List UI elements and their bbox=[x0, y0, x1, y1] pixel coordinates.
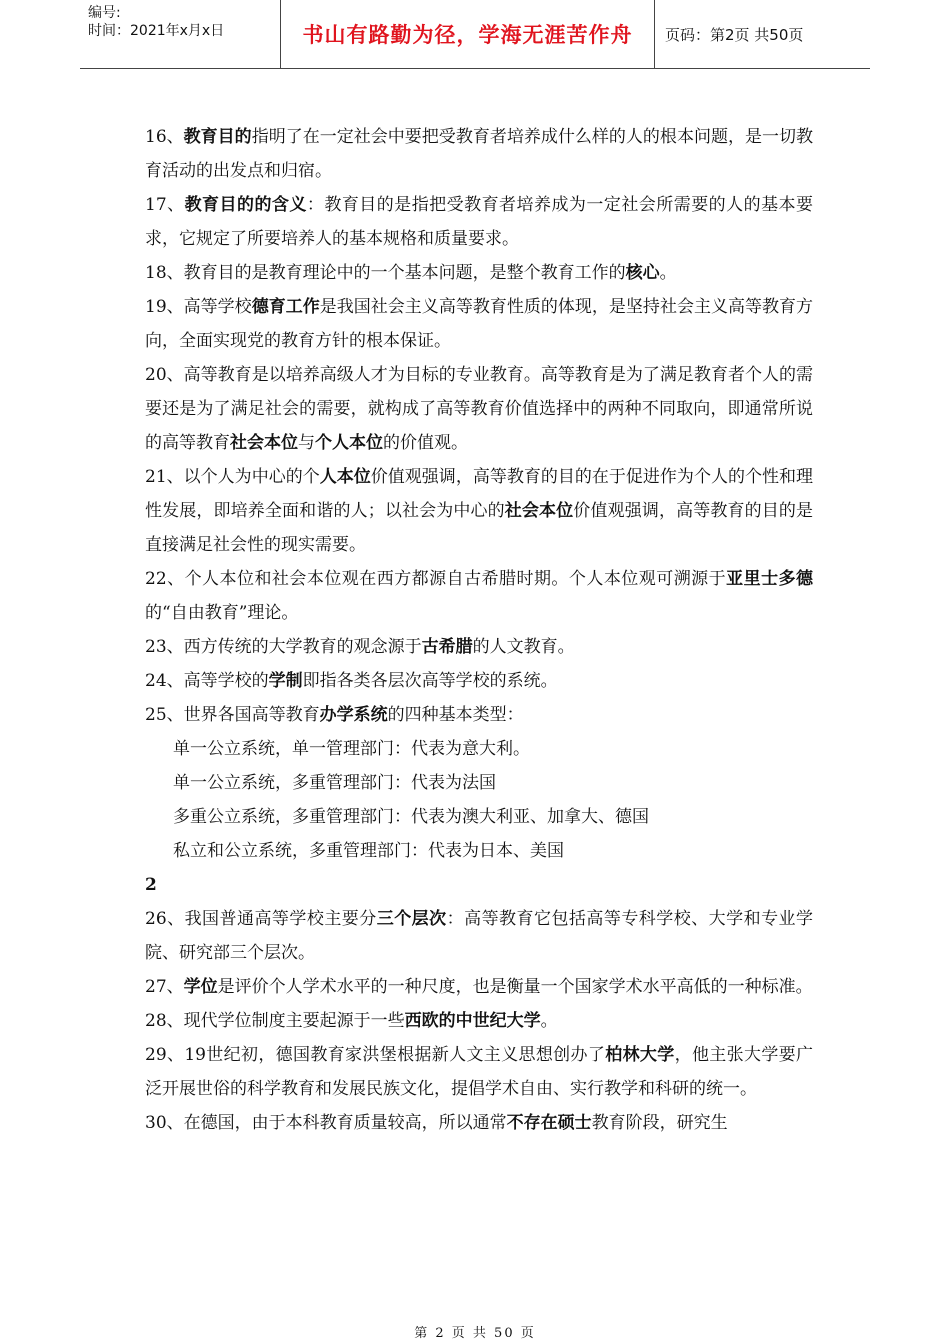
text-run: 价值观强调，高等教育的目的是直接满足社会性的现实需要。 bbox=[145, 501, 814, 555]
paragraph bbox=[145, 1106, 813, 1140]
paragraph bbox=[145, 902, 813, 970]
system-type-item: 单一公立系统，单一管理部门：代表为意大利。 bbox=[173, 739, 530, 759]
paragraph bbox=[145, 1004, 813, 1038]
document-body bbox=[145, 120, 813, 1140]
key-term: 西欧的中世纪大学 bbox=[404, 1011, 541, 1031]
page-footer: 第 2 页 共 50 页 bbox=[414, 1326, 536, 1341]
header-motto: 书山有路勤为径，学海无涯苦作舟 bbox=[281, 0, 655, 68]
paragraph bbox=[145, 256, 813, 290]
system-type-item: 私立和公立系统，多重管理部门：代表为日本、美国 bbox=[173, 841, 564, 861]
text-run: 30、在德国，由于本科教育质量较高，所以通常 bbox=[145, 1113, 507, 1133]
text-run: 的价值观。 bbox=[383, 433, 468, 453]
paragraph bbox=[145, 290, 813, 358]
serial-label: 编号: bbox=[88, 5, 121, 21]
paragraph bbox=[145, 664, 813, 698]
text-run: 16、 bbox=[145, 127, 184, 147]
text-run: 价值观强调，高等教育的目的在于促进作为个人的个性和理性发展，即培养全面和谐的人；以社会为中心的 bbox=[145, 467, 814, 521]
key-term: 亚里士多德 bbox=[726, 569, 814, 589]
header-page-info: 页码：第2页 共50页 bbox=[665, 25, 804, 44]
paragraph bbox=[145, 630, 813, 664]
paragraph-group-2 bbox=[145, 902, 813, 1140]
key-term: 教育目的的含义 bbox=[184, 195, 307, 215]
key-term: 学位 bbox=[183, 977, 218, 997]
time-label: 时间：2021年x月x日 bbox=[88, 23, 225, 39]
key-term: 人本位 bbox=[319, 467, 371, 487]
paragraph bbox=[145, 1038, 813, 1106]
text-run: 指明了在一定社会中要把受教育者培养成什么样的人的根本问题，是一切教育活动的出发点和归宿。 bbox=[145, 127, 814, 181]
text-run: 22、个人本位和社会本位观在西方都源自古希腊时期。个人本位观可溯源于 bbox=[145, 569, 727, 589]
text-run: 27、 bbox=[145, 977, 184, 997]
text-run: 教育阶段，研究生 bbox=[591, 1113, 728, 1133]
key-term: 社会本位 bbox=[504, 501, 574, 521]
key-term: 个人本位 bbox=[315, 433, 383, 453]
key-term: 办学系统 bbox=[319, 705, 388, 725]
text-run: 即指各类各层次高等学校的系统。 bbox=[302, 671, 558, 691]
text-run: 是我国社会主义高等教育性质的体现，是坚持社会主义高等教育方向，全面实现党的教育方针的根本保证。 bbox=[145, 297, 814, 351]
text-run: 的“自由教育”理论。 bbox=[145, 603, 299, 623]
paragraph bbox=[145, 562, 813, 630]
text-run: 23、西方传统的大学教育的观念源于 bbox=[145, 637, 422, 657]
paragraph bbox=[145, 460, 813, 562]
text-run: 。 bbox=[540, 1011, 558, 1031]
text-run: 的四种基本类型： bbox=[387, 705, 524, 725]
key-term: 社会本位 bbox=[230, 433, 298, 453]
paragraph bbox=[145, 120, 813, 188]
text-run: 29、19世纪初，德国教育家洪堡根据新人文主义思想创办了 bbox=[145, 1045, 606, 1065]
header-meta bbox=[80, 0, 281, 68]
key-term: 柏林大学 bbox=[605, 1045, 675, 1065]
text-run: 26、我国普通高等学校主要分 bbox=[145, 909, 377, 929]
text-run: 21、以个人为中心的个 bbox=[145, 467, 320, 487]
key-term: 不存在硕士 bbox=[506, 1113, 592, 1133]
page-marker: 2 bbox=[145, 875, 157, 895]
text-run: 与 bbox=[298, 433, 315, 453]
text-run: 。 bbox=[659, 263, 677, 283]
key-term: 三个层次 bbox=[376, 909, 447, 929]
text-run: ：教育目的是指把受教育者培养成为一定社会所需要的人的基本要求，它规定了所要培养人的基本规格和质量要求。 bbox=[145, 195, 814, 249]
page-header bbox=[80, 0, 870, 69]
text-run: 17、 bbox=[145, 195, 185, 215]
text-run: ，他主张大学要广泛开展世俗的科学教育和发展民族文化，提倡学术自由、实行教学和科研的统一。 bbox=[145, 1045, 814, 1099]
key-term: 德育工作 bbox=[251, 297, 320, 317]
paragraph bbox=[145, 970, 813, 1004]
paragraph-group-1 bbox=[145, 120, 813, 732]
key-term: 教育目的 bbox=[183, 127, 252, 147]
text-run: 28、现代学位制度主要起源于一些 bbox=[145, 1011, 405, 1031]
text-run: 24、高等学校的 bbox=[145, 671, 269, 691]
text-run: 20、高等教育是以培养高级人才为目标的专业教育。高等教育是为了满足教育者个人的需要还是为了满足社会的需要，就构成了高等教育价值选择中的两种不同取向，即通常所说的高等教育 bbox=[145, 365, 813, 453]
system-type-item: 单一公立系统，多重管理部门：代表为法国 bbox=[173, 773, 496, 793]
paragraph bbox=[145, 188, 813, 256]
key-term: 古希腊 bbox=[421, 637, 473, 657]
paragraph bbox=[145, 698, 813, 732]
text-run: 19、高等学校 bbox=[145, 297, 252, 317]
text-run: 18、教育目的是教育理论中的一个基本问题，是整个教育工作的 bbox=[145, 263, 626, 283]
key-term: 学制 bbox=[268, 671, 303, 691]
key-term: 核心 bbox=[625, 263, 660, 283]
system-type-item: 多重公立系统，多重管理部门：代表为澳大利亚、加拿大、德国 bbox=[173, 807, 649, 827]
text-run: ：高等教育它包括高等专科学校、大学和专业学院、研究部三个层次。 bbox=[145, 909, 814, 963]
system-type-list bbox=[145, 732, 813, 868]
text-run: 是评价个人学术水平的一种尺度，也是衡量一个国家学术水平高低的一种标准。 bbox=[217, 977, 813, 997]
text-run: 25、世界各国高等教育 bbox=[145, 705, 320, 725]
text-run: 的人文教育。 bbox=[472, 637, 575, 657]
paragraph bbox=[145, 358, 813, 460]
